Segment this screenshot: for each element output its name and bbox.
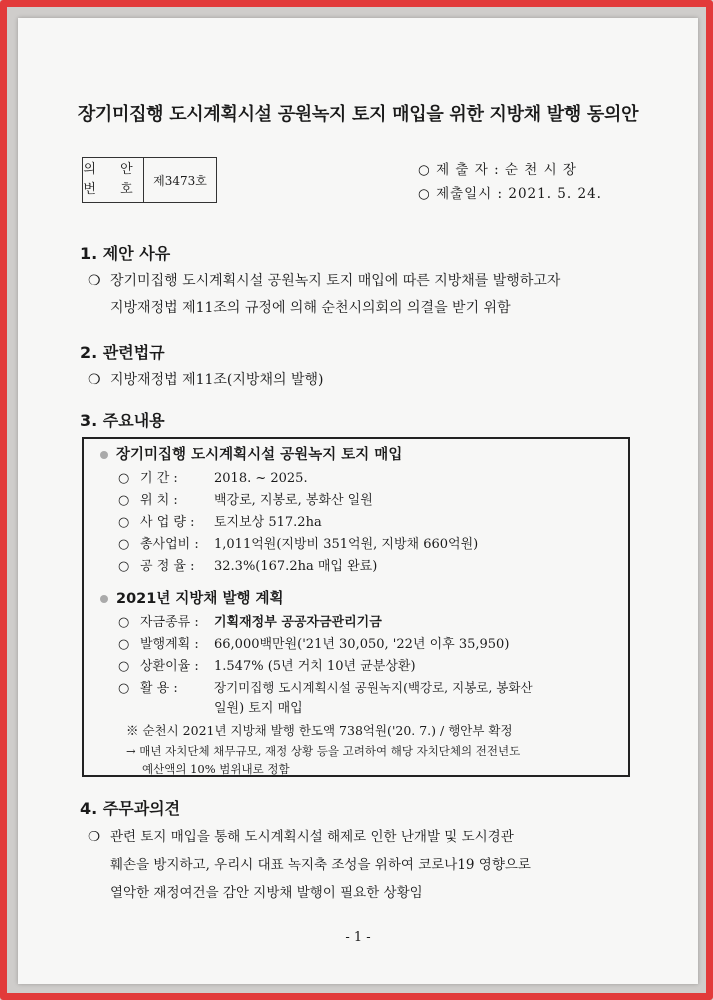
subheading-land-purchase: 장기미집행 도시계획시설 공원녹지 토지 매입 — [100, 443, 402, 464]
section-2-heading: 2. 관련법규 — [80, 343, 165, 362]
section-1-heading: 1. 제안 사유 — [80, 244, 171, 263]
list-item: ○ 총사업비 : 1,011억원(지방비 351억원, 지방채 660억원) — [118, 537, 479, 552]
list-item: ○ 위 치 : 백강로, 지봉로, 봉화산 일원 — [118, 493, 373, 508]
bill-number-table — [82, 157, 217, 203]
note-bond-rule-cont: 예산액의 10% 범위내로 정함 — [142, 762, 290, 776]
list-item: ○ 발행계획 : 66,000백만원('21년 30,050, '22년 이후 35,950) — [118, 637, 510, 652]
note-bond-limit: ※ 순천시 2021년 지방채 발행 한도액 738억원('20. 7.) / 행안부 확정 — [126, 723, 513, 738]
circle-bullet-icon: ❍ — [88, 829, 101, 845]
main-content-box — [82, 437, 630, 777]
bill-number-value: 제3473호 — [144, 158, 217, 203]
subheading-bond-plan: 2021년 지방채 발행 계획 — [100, 587, 284, 608]
section-4-heading: 4. 주무과의견 — [80, 799, 181, 818]
list-item-continuation: 일원) 토지 매입 — [214, 701, 303, 716]
bullet-dot-icon — [100, 595, 108, 603]
list-item: ○ 사 업 량 : 토지보상 517.2ha — [118, 515, 322, 530]
note-bond-rule: → 매년 자치단체 채무규모, 재정 상황 등을 고려하여 해당 자치단체의 전전년도 — [126, 744, 521, 758]
bullet-dot-icon — [100, 451, 108, 459]
list-item: ○ 상환이율 : 1.547% (5년 거치 10년 균분상환) — [118, 659, 416, 674]
page-number: - 1 - — [345, 930, 371, 945]
list-item: ○ 활 용 : 장기미집행 도시계획시설 공원녹지(백강로, 지봉로, 봉화산 — [118, 680, 533, 696]
section-3-heading: 3. 주요내용 — [80, 411, 165, 430]
section-4-body: ❍ 관련 토지 매입을 통해 도시계획시설 해제로 인한 난개발 및 도시경관 훼손을 방지하고, 우리시 대표 녹지축 조성을 위하여 코로나19 영향으로 열악한 재정여건을 감안 지방채 발행이 필요한 상황임 — [88, 823, 668, 907]
section-1-body: ❍ 장기미집행 도시계획시설 공원녹지 토지 매입에 따른 지방채를 발행하고자 지방재정법 제11조의 규정에 의해 순천시의회의 의결을 받기 위함 — [88, 268, 668, 322]
submitter: ○ 제 출 자 : 순 천 시 장 — [418, 162, 577, 178]
circle-bullet-icon: ❍ — [88, 273, 101, 289]
list-item: ○ 기 간 : 2018. ~ 2025. — [118, 471, 308, 486]
section-2-body: ❍ 지방재정법 제11조(지방채의 발행) — [88, 367, 668, 394]
submit-date: ○ 제출일시 : 2021. 5. 24. — [418, 186, 602, 202]
submission-info — [418, 158, 602, 206]
bill-number-label: 의 안 번 호 — [83, 158, 144, 203]
document-title: 장기미집행 도시계획시설 공원녹지 토지 매입을 위한 지방채 발행 동의안 — [77, 104, 639, 125]
document-page — [18, 18, 698, 984]
list-item: ○ 자금종류 : 기획재정부 공공자금관리기금 — [118, 615, 382, 630]
circle-bullet-icon: ❍ — [88, 372, 101, 388]
list-item: ○ 공 정 율 : 32.3%(167.2ha 매입 완료) — [118, 559, 378, 574]
